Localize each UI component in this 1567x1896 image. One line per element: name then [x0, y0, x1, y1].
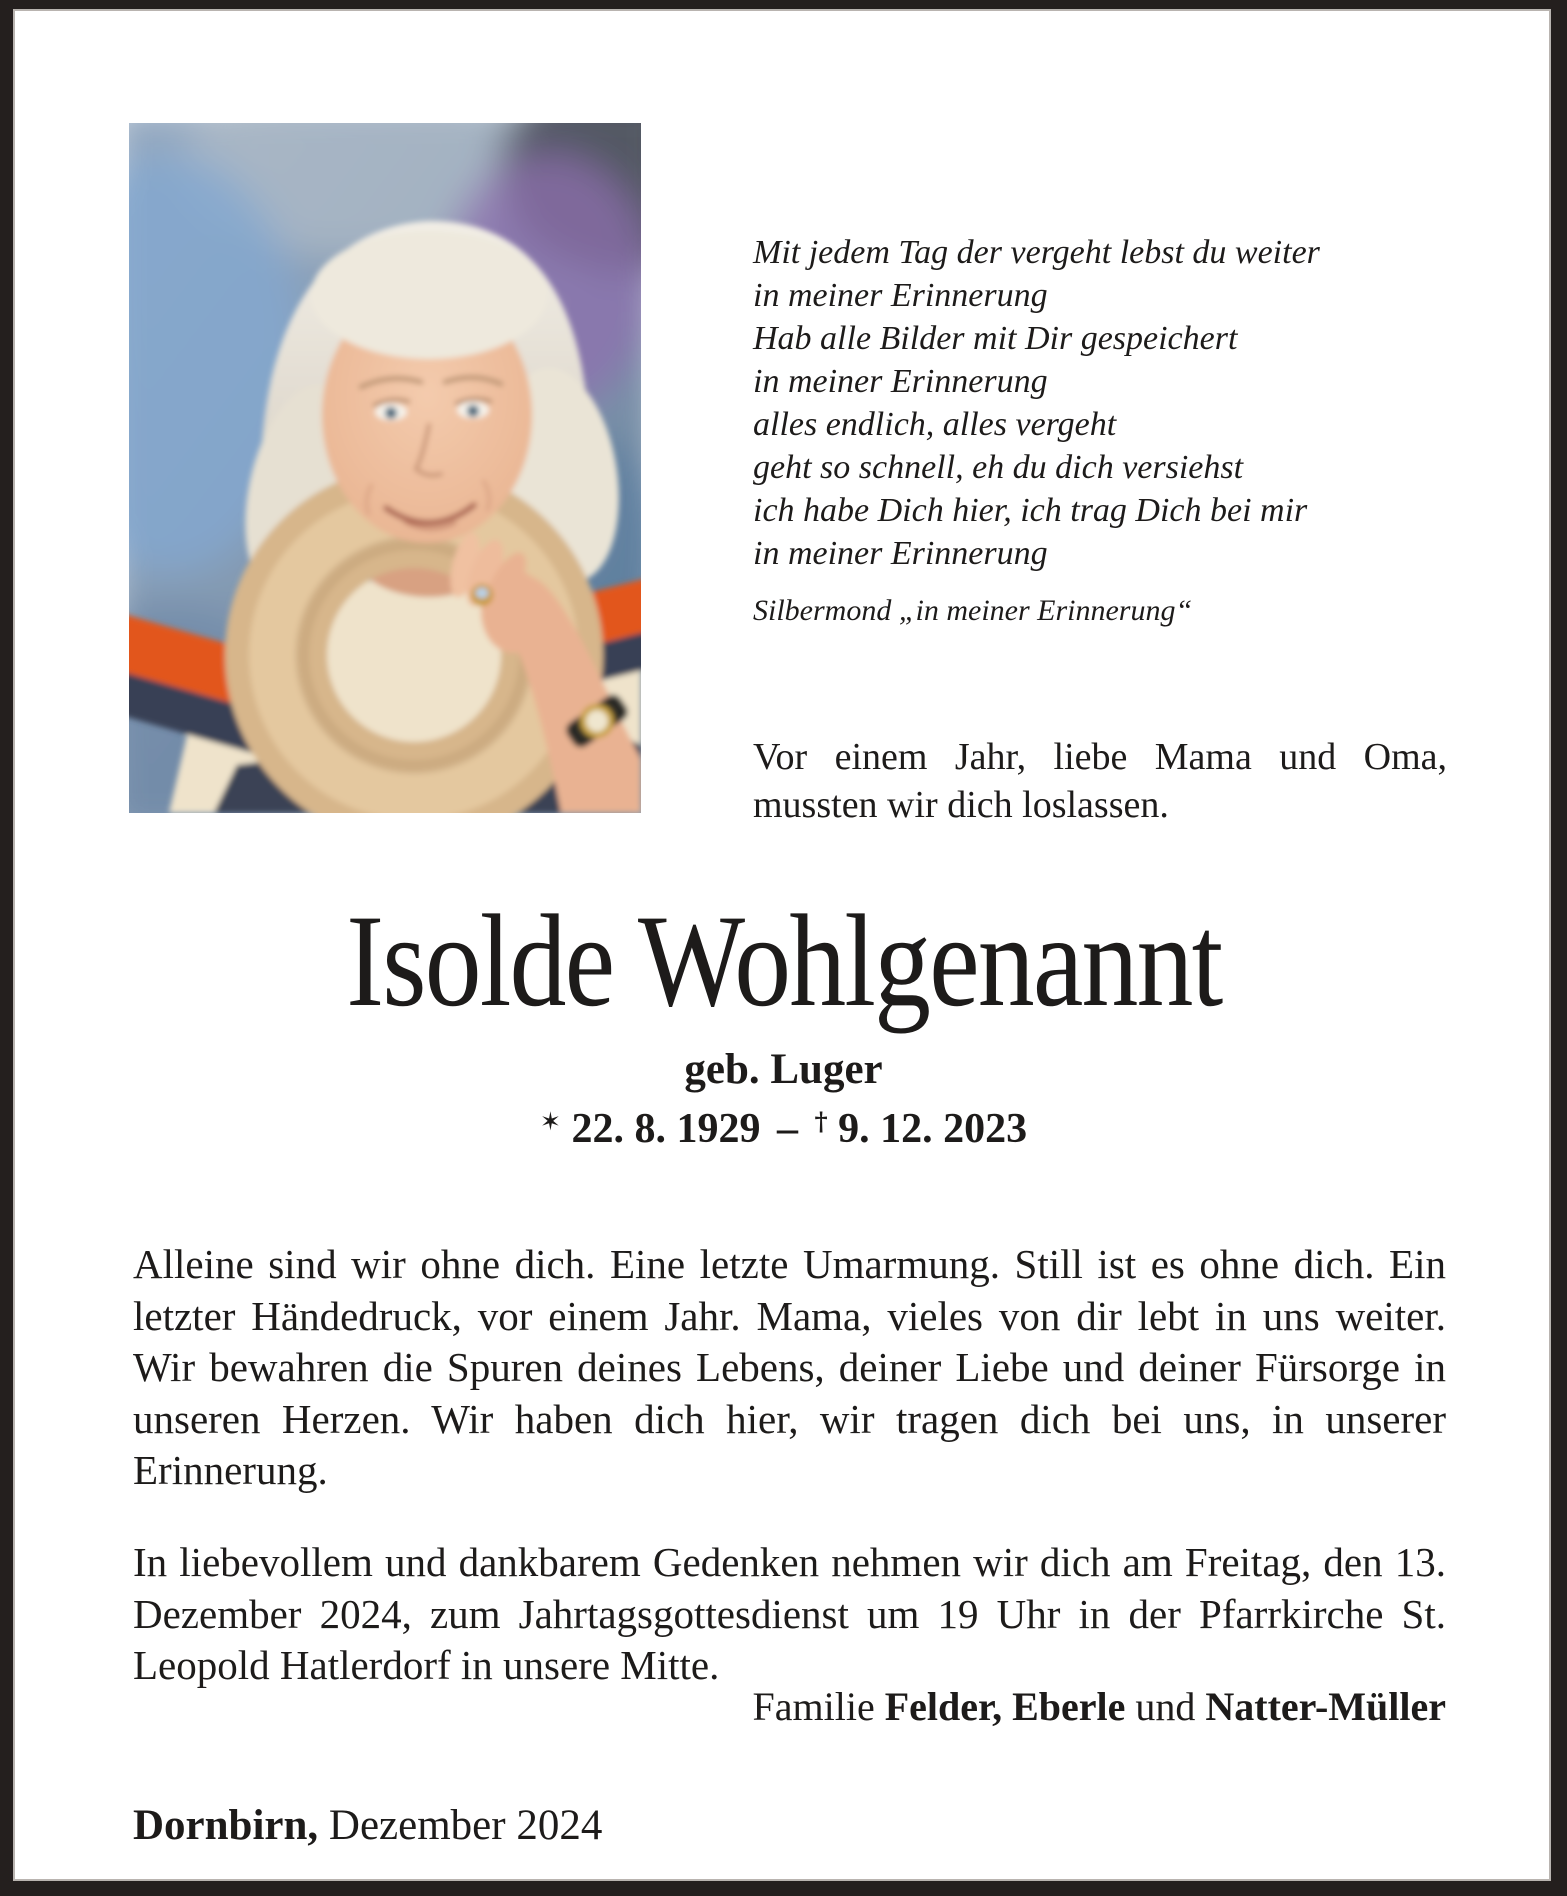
deceased-name-text: Isolde Wohlgenannt [345, 887, 1222, 1034]
intro-sentence: Vor einem Jahr, liebe Mama und Oma, mussten wir dich loslassen. [753, 736, 1447, 826]
city: Dornbirn, [133, 1802, 319, 1849]
month-year: Dezember 2024 [318, 1802, 603, 1849]
birth-date: 22. 8. 1929 [571, 1106, 761, 1153]
poem-line: geht so schnell, eh du dich versiehst [753, 449, 1244, 486]
portrait-photo [129, 123, 641, 813]
date-separator: – [776, 1106, 798, 1153]
portrait-photo-image [129, 123, 641, 813]
hair-fringe [311, 231, 547, 359]
poem-line: in meiner Erinnerung [753, 535, 1048, 572]
family-name-2: Natter-Müller [1205, 1684, 1446, 1729]
poem-line: in meiner Erinnerung [753, 277, 1048, 314]
ring [471, 584, 493, 606]
deceased-name [0, 886, 1567, 1036]
place-date-line [133, 1800, 602, 1852]
life-dates [0, 1096, 1567, 1154]
poem-line: alles endlich, alles vergeht [753, 406, 1117, 443]
poem-line: Mit jedem Tag der vergeht lebst du weiter [753, 234, 1320, 271]
birth-star-symbol: ✶ [539, 1106, 561, 1136]
family-name-1: Felder, Eberle [884, 1684, 1126, 1729]
poem-line: in meiner Erinnerung [753, 363, 1048, 400]
memorial-paragraph: Alleine sind wir ohne dich. Eine letzte Umarmung. Still ist es ohne dich. Ein letzter Händedruck, vor einem Jahr. Mama, vieles von dir lebt in uns weiter. Wir bewahren die Spuren deines Lebens, deiner Liebe und deiner Fürsorge in unseren Herzen. Wir haben dich hier, wir tragen dich bei uns, in unserer Erinnerung. [133, 1241, 1446, 1493]
family-connector: und [1125, 1684, 1206, 1729]
family-signature [133, 1682, 1446, 1732]
death-dagger-symbol: † [814, 1106, 828, 1136]
memorial-poem [753, 231, 1421, 575]
poem-line: ich habe Dich hier, ich trag Dich bei mir [753, 492, 1308, 529]
family-prefix: Familie [752, 1684, 885, 1729]
death-date: 9. 12. 2023 [838, 1106, 1028, 1153]
poem-line: Hab alle Bilder mit Dir gespeichert [753, 320, 1238, 357]
poem-attribution: Silbermond „in meiner Erinnerung“ [753, 594, 1193, 627]
service-announcement-paragraph: In liebevollem und dankbarem Gedenken nehmen wir dich am Freitag, den 13. Dezember 2024, zum Jahrtagsgottesdienst um 19 Uhr in der Pfarrkirche St. Leopold Hatlerdorf in unsere Mitte. [133, 1539, 1446, 1688]
maiden-name: geb. Luger [684, 1046, 883, 1093]
